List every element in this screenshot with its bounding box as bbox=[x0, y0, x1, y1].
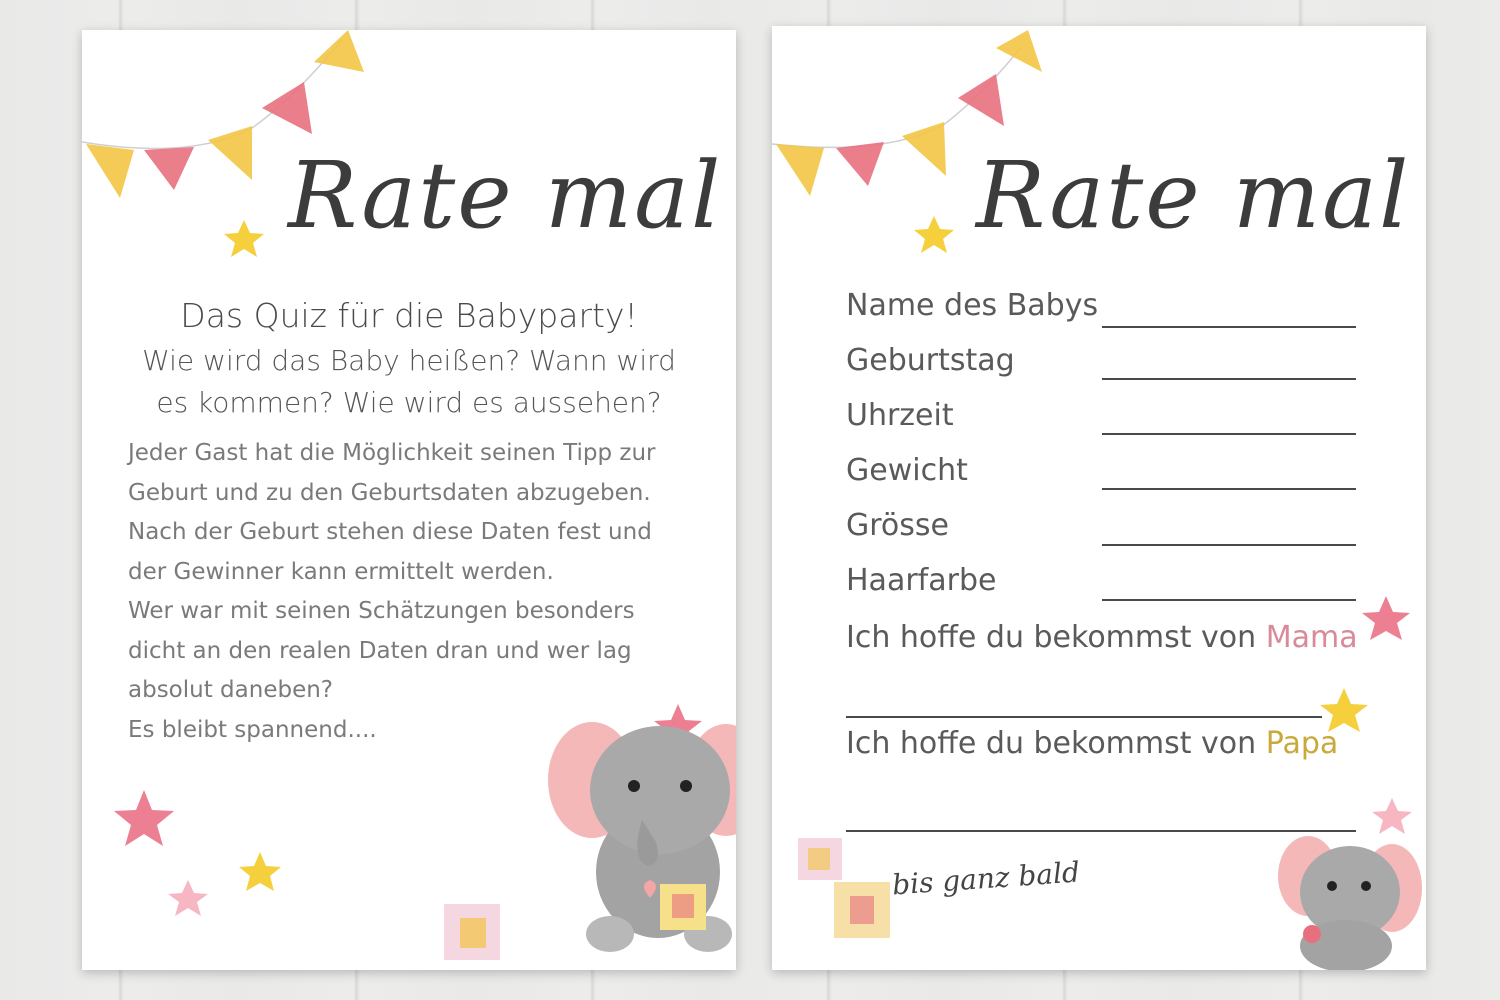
papa-label: Papa bbox=[1265, 726, 1339, 761]
question-line: Wie wird das Baby heißen? Wann wird bbox=[142, 344, 676, 377]
question-line: es kommen? Wie wird es aussehen? bbox=[156, 386, 662, 419]
body-line: Es bleibt spannend.... bbox=[128, 716, 377, 743]
quiz-info-card bbox=[82, 30, 736, 970]
guess-form-card bbox=[772, 26, 1426, 970]
quiz-subtitle: Das Quiz für die Babyparty! bbox=[180, 296, 638, 335]
body-line: absolut daneben? bbox=[128, 677, 334, 703]
body-line: Geburt und zu den Geburtsdaten abzugeben. bbox=[128, 479, 651, 506]
body-line: dicht an den realen Daten dran und wer lag bbox=[128, 637, 632, 664]
toy-block-icon bbox=[82, 30, 736, 970]
body-line: Jeder Gast hat die Möglichkeit seinen Tipp zur bbox=[128, 440, 656, 466]
body-line: Nach der Geburt stehen diese Daten fest und bbox=[128, 519, 652, 545]
card-title: Rate mal bbox=[976, 142, 1411, 249]
field-label-groesse: Grösse bbox=[846, 508, 949, 543]
hope-prefix: Ich hoffe du bekommst von bbox=[846, 620, 1257, 655]
field-label-uhrzeit: Uhrzeit bbox=[846, 398, 954, 433]
field-label-name: Name des Babys bbox=[846, 288, 1099, 323]
closing-text: bis ganz bald bbox=[891, 855, 1081, 902]
field-label-geburtstag: Geburtstag bbox=[846, 343, 1015, 378]
hope-prefix: Ich hoffe du bekommst von bbox=[846, 726, 1257, 761]
mama-label: Mama bbox=[1265, 620, 1358, 655]
field-label-gewicht: Gewicht bbox=[846, 453, 968, 488]
body-line: Wer war mit seinen Schätzungen besonders bbox=[128, 598, 635, 624]
body-line: der Gewinner kann ermittelt werden. bbox=[128, 558, 554, 585]
elephant-illustration bbox=[772, 26, 1426, 970]
field-label-haarfarbe: Haarfarbe bbox=[846, 563, 997, 598]
card-title: Rate mal bbox=[288, 142, 723, 249]
